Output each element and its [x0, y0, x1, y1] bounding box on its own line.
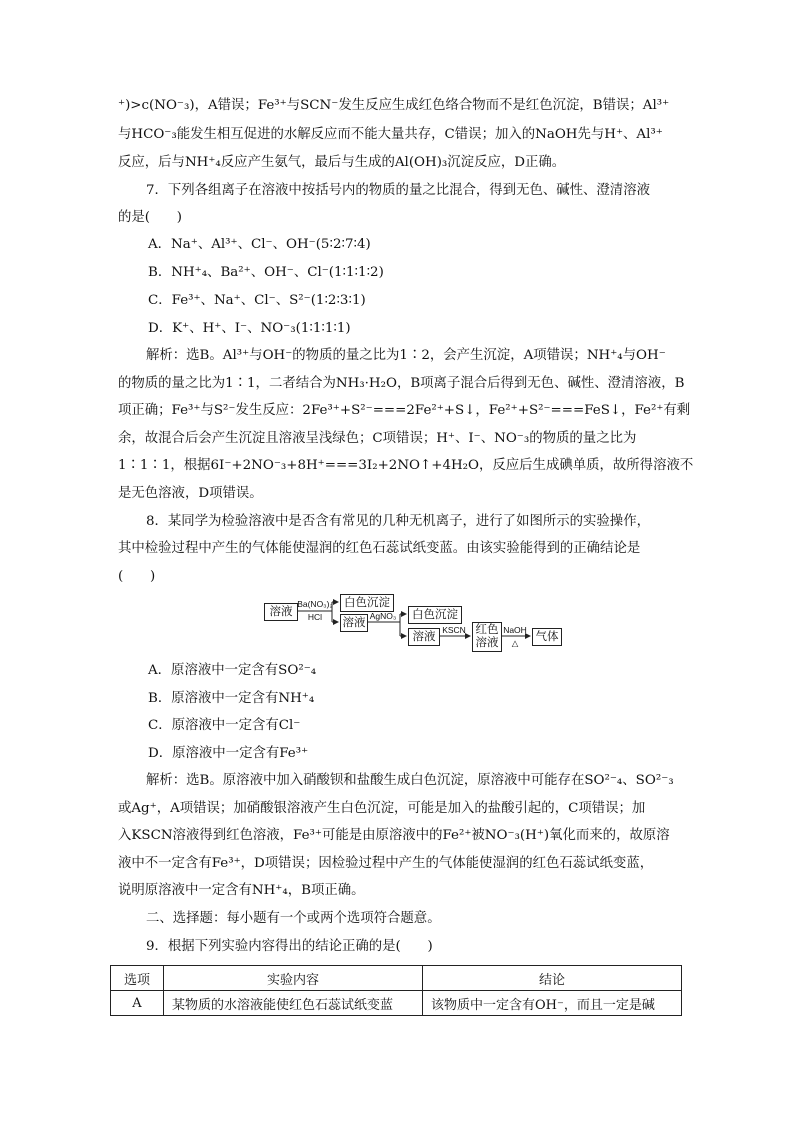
q8-option-c: C．原溶液中一定含有Cl⁻	[148, 718, 301, 733]
q8-analysis: 液中不一定含有Fe³⁺，D项错误；因检验过程中产生的气体能使湿润的红色石蕊试纸变蓝，	[118, 856, 654, 871]
q7-option-c: C．Fe³⁺、Na⁺、Cl⁻、S²⁻(1∶2∶3∶1)	[148, 293, 366, 308]
text-line: 与HCO⁻₃能发生相互促进的水解反应而不能大量共存，C错误；加入的NaOH先与H⁺、Al³⁺	[118, 127, 663, 142]
table-cell: A	[111, 991, 164, 1016]
q7-stem: 7．下列各组离子在溶液中按括号内的物质的量之比混合，得到无色、碱性、澄清溶液	[146, 183, 650, 198]
q8-analysis: 解析：选B。原溶液中加入硝酸钡和盐酸生成白色沉淀，原溶液中可能存在SO²⁻₄、SO²⁻₃	[146, 773, 674, 788]
table-cell: 某物质的水溶液能使红色石蕊试纸变蓝	[164, 991, 423, 1016]
solution-box-2: 溶液	[340, 614, 368, 632]
heat-symbol: △	[511, 638, 519, 648]
q8-option-a: A．原溶液中一定含有SO²⁻₄	[148, 663, 317, 678]
text-line: 反应，后与NH⁺₄反应产生氨气，最后与生成的Al(OH)₃沉淀反应，D正确。	[118, 155, 566, 170]
table-header-cell: 选项	[111, 966, 164, 991]
white-precipitate-box-2: 白色沉淀	[408, 606, 462, 624]
table-header-cell: 实验内容	[164, 966, 423, 991]
q7-option-a: A．Na⁺、Al³⁺、Cl⁻、OH⁻(5∶2∶7∶4)	[148, 237, 371, 252]
red-solution-line: 红色	[475, 622, 499, 636]
text-line: ⁺)>c(NO⁻₃)，A错误；Fe³⁺与SCN⁻发生反应生成红色络合物而不是红色沉淀，B错误；Al³⁺	[118, 98, 670, 113]
q8-option-b: B．原溶液中一定含有NH⁺₄	[148, 691, 315, 706]
q9-stem: 9．根据下列实验内容得出的结论正确的是( )	[146, 939, 433, 954]
gas-box: 气体	[532, 628, 562, 646]
q7-option-b: B．NH⁺₄、Ba²⁺、OH⁻、Cl⁻(1∶1∶1∶2)	[148, 265, 384, 280]
q7-analysis: 是无色溶液，D项错误。	[118, 486, 263, 501]
table-row	[111, 991, 682, 1016]
reagent-kscn: KSCN	[442, 625, 466, 635]
solution-box-3: 溶液	[408, 628, 440, 646]
reagent-naoh: NaOH	[503, 625, 527, 635]
q7-analysis: 解析：选B。Al³⁺与OH⁻的物质的量之比为1∶2，会产生沉淀，A项错误；NH⁺₄与OH⁻	[146, 348, 666, 363]
white-precipitate-box-1: 白色沉淀	[340, 594, 394, 612]
reagent-hcl: HCl	[307, 612, 323, 622]
table-cell: 该物质中一定含有OH⁻，而且一定是碱	[423, 991, 682, 1016]
section-heading: 二、选择题：每小题有一个或两个选项符合题意。	[146, 911, 441, 926]
q7-analysis: 项正确；Fe³⁺与S²⁻发生反应：2Fe³⁺+S²⁻===2Fe²⁺+S↓，Fe²⁺+S²⁻===FeS↓，Fe²⁺有剩	[118, 403, 691, 418]
q9-table	[110, 965, 682, 1016]
reagent-agno3: AgNO₃	[369, 611, 397, 621]
solution-box-1: 溶液	[264, 603, 298, 621]
red-solution-box	[472, 622, 502, 652]
q7-analysis: 的物质的量之比为1∶1，二者结合为NH₃·H₂O，B项离子混合后得到无色、碱性、澄清溶液，B	[118, 376, 685, 391]
q7-option-d: D．K⁺、H⁺、I⁻、NO⁻₃(1∶1∶1∶1)	[148, 321, 351, 336]
q8-analysis: 或Ag⁺，A项错误；加硝酸银溶液产生白色沉淀，可能是加入的盐酸引起的，C项错误；加	[118, 801, 646, 816]
q8-stem: 8．某同学为检验溶液中是否含有常见的几种无机离子，进行了如图所示的实验操作，	[146, 514, 650, 529]
reagent-ba-no3: Ba(NO₃)₂	[297, 599, 333, 609]
q8-analysis: 说明原溶液中一定含有NH⁺₄，B项正确。	[118, 883, 365, 898]
q8-option-d: D．原溶液中一定含有Fe³⁺	[148, 746, 309, 761]
table-header-cell: 结论	[423, 966, 682, 991]
red-solution-line: 溶液	[475, 635, 499, 649]
q8-analysis: 入KSCN溶液得到红色溶液，Fe³⁺可能是由原溶液中的Fe²⁺被NO⁻₃(H⁺)氧化而来的，故原溶	[118, 828, 670, 843]
q7-analysis: 1∶1∶1，根据6I⁻+2NO⁻₃+8H⁺===3I₂+2NO↑+4H₂O，反应后生成碘单质，故所得溶液不	[118, 458, 694, 473]
q8-stem: ( )	[118, 569, 156, 584]
q7-stem: 的是( )	[118, 210, 183, 225]
table-header-row	[111, 966, 682, 991]
q7-analysis: 余，故混合后会产生沉淀且溶液呈浅绿色；C项错误；H⁺、I⁻、NO⁻₃的物质的量之比为	[118, 431, 637, 446]
q8-stem: 其中检验过程中产生的气体能使湿润的红色石蕊试纸变蓝。由该实验能得到的正确结论是	[118, 541, 641, 556]
